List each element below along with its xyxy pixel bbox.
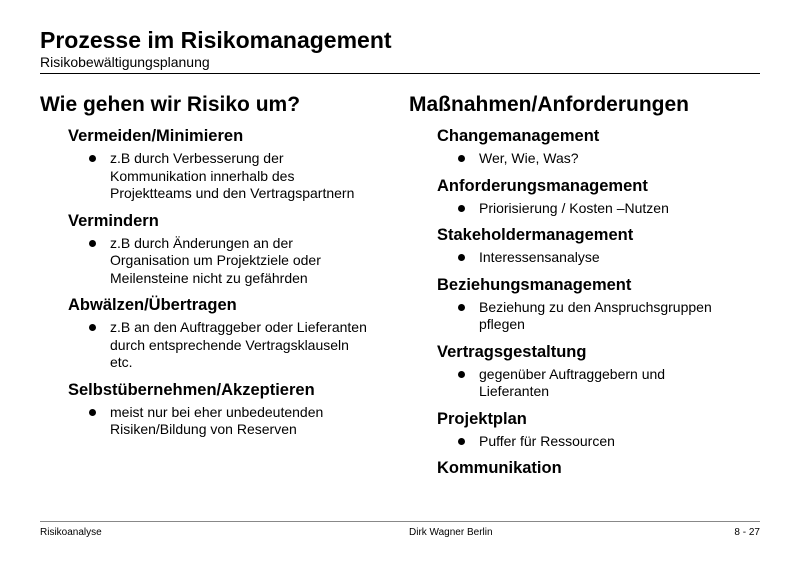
header-divider — [40, 73, 760, 74]
section — [409, 342, 769, 401]
bullet-item — [40, 150, 400, 203]
section-heading: Selbstübernehmen/Akzeptieren — [68, 380, 315, 399]
bullet-item — [40, 404, 400, 439]
left-column-title: Wie gehen wir Risiko um? — [40, 93, 301, 116]
bullet-item — [409, 366, 769, 401]
bullet-icon — [458, 205, 465, 212]
section-heading: Anforderungsmanagement — [437, 176, 648, 195]
bullet-line: etc. — [110, 354, 133, 370]
bullet-list — [409, 200, 769, 218]
slide-subtitle: Risikobewältigungsplanung — [40, 54, 210, 70]
bullet-line: z.B durch Verbesserung der — [110, 150, 284, 166]
bullet-line: Puffer für Ressourcen — [479, 432, 615, 449]
bullet-line: Kommunikation innerhalb des — [110, 167, 295, 184]
bullet-list — [40, 404, 400, 439]
bullet-item — [409, 150, 769, 168]
bullet-item — [40, 235, 400, 288]
section-heading: Kommunikation — [437, 459, 562, 477]
section-heading: Changemanagement — [437, 127, 600, 145]
bullet-line: z.B durch Änderungen an der — [110, 234, 293, 251]
bullet-list — [40, 150, 400, 203]
section — [40, 211, 400, 288]
bullet-icon — [458, 254, 465, 261]
bullet-list — [409, 299, 769, 334]
bullet-icon — [89, 155, 96, 162]
slide-header — [40, 26, 392, 71]
bullet-line: Lieferanten — [479, 383, 550, 399]
section-heading: Vermeiden/Minimieren — [68, 127, 244, 145]
section — [409, 176, 769, 218]
bullet-line: Beziehung zu den Anspruchsgruppen — [479, 298, 712, 315]
bullet-line: Priorisierung / Kosten –Nutzen — [479, 199, 669, 216]
section — [409, 225, 769, 267]
right-column-title: Maßnahmen/Anforderungen — [409, 93, 690, 116]
bullet-line: Interessensanalyse — [479, 249, 600, 265]
footer-center: Dirk Wagner Berlin — [409, 527, 493, 538]
bullet-list — [409, 249, 769, 267]
bullet-icon — [458, 438, 465, 445]
section — [40, 380, 400, 439]
section — [409, 458, 769, 478]
footer-divider — [40, 521, 760, 522]
bullet-line: durch entsprechende Vertragsklauseln — [110, 336, 349, 353]
bullet-line: Wer, Wie, Was? — [479, 150, 579, 166]
section-heading: Projektplan — [437, 409, 527, 428]
right-column — [409, 92, 769, 478]
left-column — [40, 92, 400, 447]
section — [40, 295, 400, 372]
bullet-item — [409, 200, 769, 218]
section-heading: Vertragsgestaltung — [437, 342, 587, 361]
bullet-list — [409, 433, 769, 451]
section-heading: Stakeholdermanagement — [437, 226, 634, 244]
bullet-item — [409, 433, 769, 451]
bullet-line: Meilensteine nicht zu gefährden — [110, 269, 308, 286]
section — [40, 126, 400, 203]
section — [409, 409, 769, 451]
footer-page-number: 8 - 27 — [734, 527, 760, 538]
bullet-item — [40, 319, 400, 372]
bullet-line: Risiken/Bildung von Reserven — [110, 421, 297, 437]
section-heading: Vermindern — [68, 211, 159, 230]
section-heading: Beziehungsmanagement — [437, 275, 632, 294]
bullet-list — [40, 235, 400, 288]
footer-left: Risikoanalyse — [40, 527, 102, 538]
bullet-line: gegenüber Auftraggebern und — [479, 365, 666, 382]
right-sections — [409, 126, 769, 478]
section-heading: Abwälzen/Übertragen — [68, 296, 237, 314]
section — [409, 275, 769, 334]
left-sections — [40, 126, 400, 439]
bullet-icon — [89, 240, 96, 247]
slide-title: Prozesse im Risikomanagement — [40, 27, 392, 53]
bullet-item — [409, 249, 769, 267]
bullet-line: Organisation um Projektziele oder — [110, 252, 321, 268]
bullet-icon — [458, 371, 465, 378]
bullet-icon — [458, 304, 465, 311]
bullet-line: z.B an den Auftraggeber oder Lieferanten — [110, 319, 367, 335]
bullet-list — [409, 150, 769, 168]
bullet-line: meist nur bei eher unbedeutenden — [110, 403, 324, 420]
section — [409, 126, 769, 168]
bullet-item — [409, 299, 769, 334]
bullet-line: Projektteams und den Vertragspartnern — [110, 185, 355, 201]
bullet-line: pflegen — [479, 316, 525, 332]
bullet-icon — [89, 324, 96, 331]
bullet-icon — [458, 155, 465, 162]
bullet-list — [409, 366, 769, 401]
bullet-icon — [89, 409, 96, 416]
bullet-list — [40, 319, 400, 372]
